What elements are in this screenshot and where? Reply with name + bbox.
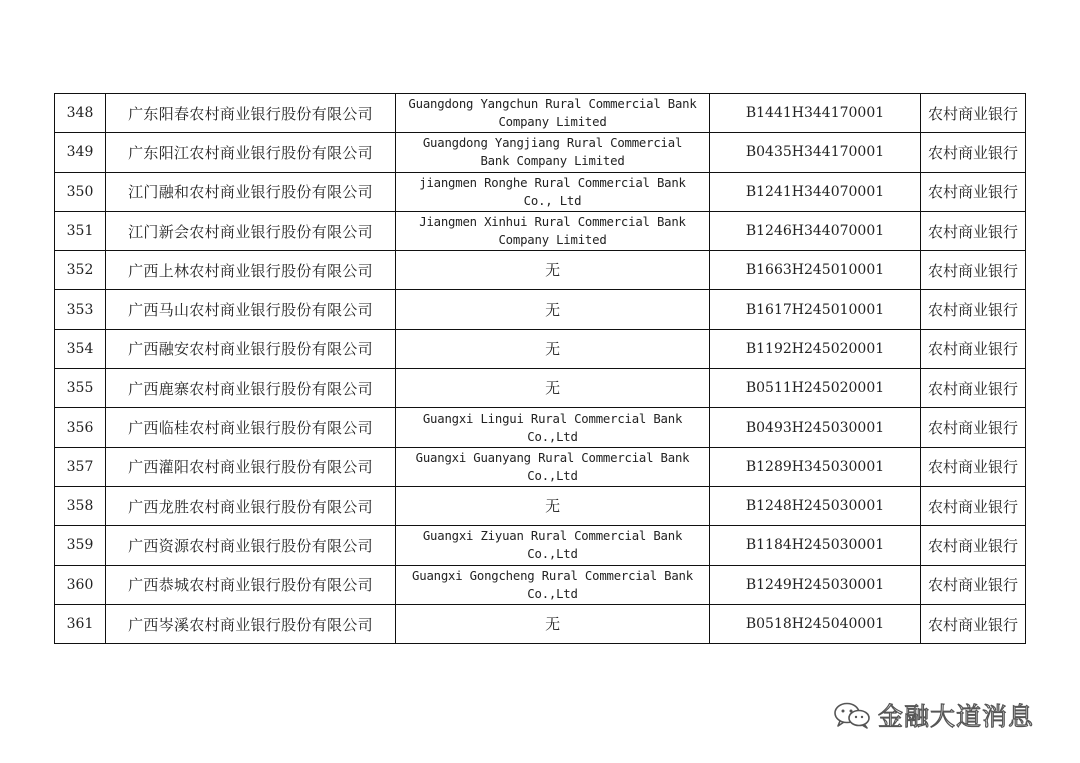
row-number: 353: [55, 290, 106, 329]
institution-type: 农村商业银行: [921, 369, 1026, 408]
table-row: [55, 486, 1026, 525]
institution-code: B1441H344170001: [710, 94, 921, 133]
table-row: [55, 94, 1026, 133]
institution-type: 农村商业银行: [921, 604, 1026, 643]
row-number: 356: [55, 408, 106, 447]
institution-code: B1248H245030001: [710, 486, 921, 525]
institution-type: 农村商业银行: [921, 526, 1026, 565]
institution-type: 农村商业银行: [921, 251, 1026, 290]
bank-name-cn: 广东阳春农村商业银行股份有限公司: [106, 94, 396, 133]
row-number: 361: [55, 604, 106, 643]
bank-name-cn: 广西鹿寨农村商业银行股份有限公司: [106, 369, 396, 408]
bank-name-en: jiangmen Ronghe Rural Commercial Bank Co., Ltd: [396, 172, 710, 211]
row-number: 351: [55, 211, 106, 250]
bank-name-en: 无: [396, 486, 710, 525]
bank-name-en: Jiangmen Xinhui Rural Commercial Bank Company Limited: [396, 211, 710, 250]
institution-type: 农村商业银行: [921, 329, 1026, 368]
institution-code: B1663H245010001: [710, 251, 921, 290]
bank-name-en: Guangxi Lingui Rural Commercial Bank Co.,Ltd: [396, 408, 710, 447]
bank-name-cn: 广东阳江农村商业银行股份有限公司: [106, 133, 396, 172]
table-row: [55, 251, 1026, 290]
institution-code: B1249H245030001: [710, 565, 921, 604]
institution-type: 农村商业银行: [921, 447, 1026, 486]
row-number: 358: [55, 486, 106, 525]
table-row: [55, 329, 1026, 368]
bank-name-cn: 江门融和农村商业银行股份有限公司: [106, 172, 396, 211]
institution-type: 农村商业银行: [921, 408, 1026, 447]
bank-name-cn: 广西岑溪农村商业银行股份有限公司: [106, 604, 396, 643]
bank-name-cn: 广西上林农村商业银行股份有限公司: [106, 251, 396, 290]
row-number: 354: [55, 329, 106, 368]
table-row: [55, 604, 1026, 643]
institution-code: B1246H344070001: [710, 211, 921, 250]
bank-name-en: Guangdong Yangchun Rural Commercial Bank Company Limited: [396, 94, 710, 133]
row-number: 357: [55, 447, 106, 486]
institution-type: 农村商业银行: [921, 172, 1026, 211]
institution-code: B0511H245020001: [710, 369, 921, 408]
row-number: 360: [55, 565, 106, 604]
table-row: [55, 408, 1026, 447]
bank-name-en: 无: [396, 329, 710, 368]
institution-code: B0518H245040001: [710, 604, 921, 643]
bank-name-en: 无: [396, 290, 710, 329]
table-row: [55, 133, 1026, 172]
table-row: [55, 447, 1026, 486]
table-body: [55, 94, 1026, 644]
table-row: [55, 565, 1026, 604]
institution-type: 农村商业银行: [921, 133, 1026, 172]
bank-name-en: 无: [396, 369, 710, 408]
institution-code: B1289H345030001: [710, 447, 921, 486]
table-row: [55, 290, 1026, 329]
row-number: 350: [55, 172, 106, 211]
bank-name-en: Guangdong Yangjiang Rural Commercial Bank Company Limited: [396, 133, 710, 172]
institution-code: B1617H245010001: [710, 290, 921, 329]
table-row: [55, 526, 1026, 565]
bank-name-cn: 广西临桂农村商业银行股份有限公司: [106, 408, 396, 447]
table-row: [55, 211, 1026, 250]
table-row: [55, 369, 1026, 408]
bank-name-en: 无: [396, 604, 710, 643]
watermark: [832, 700, 1034, 730]
bank-name-cn: 广西融安农村商业银行股份有限公司: [106, 329, 396, 368]
institution-code: B0493H245030001: [710, 408, 921, 447]
institution-type: 农村商业银行: [921, 94, 1026, 133]
bank-name-en: Guangxi Guanyang Rural Commercial Bank Co.,Ltd: [396, 447, 710, 486]
row-number: 349: [55, 133, 106, 172]
bank-name-en: Guangxi Ziyuan Rural Commercial Bank Co.,Ltd: [396, 526, 710, 565]
bank-name-en: Guangxi Gongcheng Rural Commercial Bank Co.,Ltd: [396, 565, 710, 604]
bank-name-cn: 江门新会农村商业银行股份有限公司: [106, 211, 396, 250]
institution-type: 农村商业银行: [921, 486, 1026, 525]
institution-type: 农村商业银行: [921, 565, 1026, 604]
institution-type: 农村商业银行: [921, 211, 1026, 250]
table-row: [55, 172, 1026, 211]
institution-code: B1192H245020001: [710, 329, 921, 368]
institution-code: B0435H344170001: [710, 133, 921, 172]
watermark-text: 金融大道消息: [878, 702, 1035, 731]
bank-name-cn: 广西灌阳农村商业银行股份有限公司: [106, 447, 396, 486]
row-number: 359: [55, 526, 106, 565]
institution-code: B1184H245030001: [710, 526, 921, 565]
bank-list-table: [54, 93, 1026, 644]
row-number: 352: [55, 251, 106, 290]
row-number: 355: [55, 369, 106, 408]
bank-name-cn: 广西马山农村商业银行股份有限公司: [106, 290, 396, 329]
row-number: 348: [55, 94, 106, 133]
bank-name-en: 无: [396, 251, 710, 290]
bank-name-cn: 广西恭城农村商业银行股份有限公司: [106, 565, 396, 604]
bank-name-cn: 广西龙胜农村商业银行股份有限公司: [106, 486, 396, 525]
wechat-icon: [832, 701, 872, 729]
institution-type: 农村商业银行: [921, 290, 1026, 329]
institution-code: B1241H344070001: [710, 172, 921, 211]
bank-name-cn: 广西资源农村商业银行股份有限公司: [106, 526, 396, 565]
